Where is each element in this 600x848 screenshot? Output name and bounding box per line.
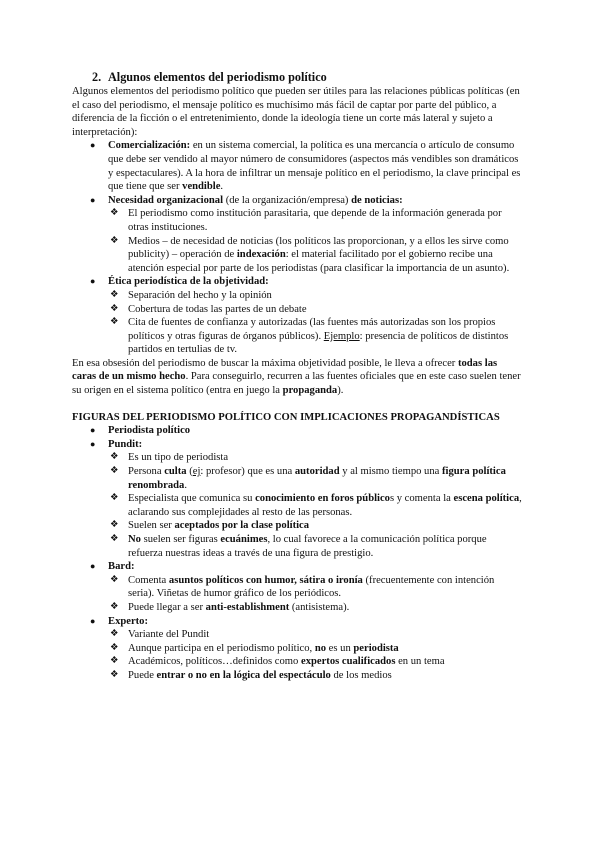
diamond-bullet-icon: ❖ xyxy=(110,629,119,640)
sub-list xyxy=(108,207,522,275)
figuras-list xyxy=(72,424,522,682)
figuras-title: FIGURAS DEL PERIODISMO POLÍTICO CON IMPLICACIONES PROPAGANDÍSTICAS xyxy=(72,411,500,423)
sub-item: ❖ Persona culta (ej: profesor) que es una autoridad y al mismo tiempo una figura política renombrada. xyxy=(110,466,506,491)
diamond-bullet-icon: ❖ xyxy=(110,642,119,653)
heading-title: Algunos elementos del periodismo político xyxy=(108,70,327,84)
bullet-icon: ● xyxy=(90,140,96,151)
list-item-necesidad: ● Necesidad organizacional (de la organización/empresa) de noticias: ❖ El periodismo como institución parasitaria, que depende de la información generada por otras instituciones. ❖ Medios – de necesidad de noticias (los políticos las proporcionan, y a ellos les sirve como publicity) – operación de indexación: el material facilitado por el gobierno recibe una atención especial por parte de los periodistas (para clasificar la importancia de un asunto). xyxy=(72,194,522,276)
list-item-comercializacion: ● Comercialización: en un sistema comercial, la política es una mercancía o artículo de consumo que debe ser vendido al mayor número de consumidores (aspectos más vendibles son dramáticos y espectaculares). A la hora de infiltrar un mensaje político en el periodismo, la clave principal es que tiene que ser vendible. xyxy=(90,140,521,193)
sub-item: ❖ Puede entrar o no en la lógica del espectáculo de los medios xyxy=(110,669,392,681)
document-page xyxy=(72,70,522,683)
diamond-bullet-icon: ❖ xyxy=(110,289,119,300)
sub-item: ❖ El periodismo como institución parasitaria, que depende de la información generada por otras instituciones. xyxy=(110,208,502,233)
intro-paragraph: Algunos elementos del periodismo político que pueden ser útiles para las relaciones públicas políticas (en el caso del periodismo, el mensaje político es muchísimo más fácil de captar por parte del público, a diferencia de la ficción o el entretenimiento, donde la ideología tiene un corte más lateral y sujeto a interpretación): xyxy=(72,86,520,138)
list-item-periodista: ● Periodista político xyxy=(90,425,191,437)
sub-item: ❖ Separación del hecho y la opinión xyxy=(110,289,272,301)
elements-list xyxy=(72,139,522,357)
sub-item: ❖ Variante del Pundit xyxy=(110,629,210,641)
bullet-icon: ● xyxy=(90,276,96,287)
bullet-icon: ● xyxy=(90,561,96,572)
list-item-pundit: ● Pundit: ❖ Es un tipo de periodista ❖ Persona culta (ej: profesor) que es una autoridad y al mismo tiempo una figura política renombrada. ❖ Especialista que comunica su conocimiento en foros públicos y comenta la escena política, aclarando sus complejidades al resto de las personas. ❖ Suelen ser aceptados por la clase política ❖ No suelen ser figuras ecuánimes, lo cual favorece a la comunicación política porque refuerza nuestras ideas a través de una figura de prestigio. xyxy=(90,438,522,559)
sub-list xyxy=(108,628,522,682)
diamond-bullet-icon: ❖ xyxy=(110,601,119,612)
diamond-bullet-icon: ❖ xyxy=(110,520,119,531)
sub-list xyxy=(108,451,522,560)
sub-item: ❖ Medios – de necesidad de noticias (los políticos las proporcionan, y a ellos les sirve como publicity) – operación de indexación: el material facilitado por el gobierno recibe una atención especial por parte de los periodistas (para clasificar la importancia de un asunto). xyxy=(110,235,510,274)
bullet-icon: ● xyxy=(90,615,96,626)
diamond-bullet-icon: ❖ xyxy=(110,303,119,314)
bullet-icon: ● xyxy=(90,425,96,436)
sub-item: ❖ Puede llegar a ser anti-establishment (antisistema). xyxy=(110,601,350,613)
sub-list xyxy=(108,289,522,357)
sub-item: ❖ Cita de fuentes de confianza y autorizadas (las fuentes más autorizadas son los propios políticos y otras figuras de órganos públicos). Ejemplo: presencia de políticos de distintos partidos en tertulias de tv. xyxy=(110,317,509,356)
sub-item: ❖ Aunque participa en el periodismo político, no es un periodista xyxy=(110,642,399,654)
list-item-experto: ● Experto: ❖ Variante del Pundit ❖ Aunque participa en el periodismo político, no es un periodista ❖ Académicos, políticos…definidos como expertos cualificados en un tema ❖ Puede entrar o no en la lógica del espectáculo de los medios xyxy=(72,615,522,683)
closing-paragraph: En esa obsesión del periodismo de buscar la máxima objetividad posible, le lleva a ofrecer todas las caras de un mismo hecho. Para conseguirlo, recurren a las fuentes oficiales que en este caso suelen tener su origen en el sistema político (entra en juego la propaganda). xyxy=(72,357,521,397)
sub-item: ❖ Académicos, políticos…definidos como expertos cualificados en un tema xyxy=(110,656,445,668)
diamond-bullet-icon: ❖ xyxy=(110,235,119,246)
sub-item: ❖ Es un tipo de periodista xyxy=(110,452,229,464)
heading-number: 2. xyxy=(92,70,102,84)
sub-item: ❖ No suelen ser figuras ecuánimes, lo cual favorece a la comunicación política porque refuerza nuestras ideas a través de una figura de prestigio. xyxy=(110,534,487,559)
diamond-bullet-icon: ❖ xyxy=(110,452,119,463)
diamond-bullet-icon: ❖ xyxy=(110,493,119,504)
sub-item: ❖ Especialista que comunica su conocimiento en foros públicos y comenta la escena política, aclarando sus complejidades al resto de las personas. xyxy=(110,493,522,518)
sub-list xyxy=(108,574,522,615)
diamond-bullet-icon: ❖ xyxy=(110,534,119,544)
sub-item: ❖ Comenta asuntos políticos con humor, sátira o ironía (frecuentemente con intención seria). Viñetas de humor gráfico de los periódicos. xyxy=(110,574,495,600)
sub-item: ❖ Cobertura de todas las partes de un debate xyxy=(110,303,307,315)
diamond-bullet-icon: ❖ xyxy=(110,669,119,680)
diamond-bullet-icon: ❖ xyxy=(110,466,119,477)
diamond-bullet-icon: ❖ xyxy=(110,317,119,328)
list-item-etica: ● Ética periodística de la objetividad: ❖ Separación del hecho y la opinión ❖ Cobertura de todas las partes de un debate ❖ Cita de fuentes de confianza y autorizadas (las fuentes más autorizadas son los propios políticos y otras figuras de órganos públicos). Ejemplo: presencia de políticos de distintos partidos en tertulias de tv. xyxy=(72,275,522,357)
section-heading xyxy=(92,70,522,85)
diamond-bullet-icon: ❖ xyxy=(110,656,119,667)
diamond-bullet-icon: ❖ xyxy=(110,208,119,219)
bullet-icon: ● xyxy=(90,194,96,205)
bullet-icon: ● xyxy=(90,438,96,449)
sub-item: ❖ Suelen ser aceptados por la clase política xyxy=(110,520,310,532)
list-item-bard: ● Bard: ❖ Comenta asuntos políticos con humor, sátira o ironía (frecuentemente con intención seria). Viñetas de humor gráfico de los periódicos. ❖ Puede llegar a ser anti-establishment (antisistema). xyxy=(72,560,522,614)
diamond-bullet-icon: ❖ xyxy=(110,574,119,585)
